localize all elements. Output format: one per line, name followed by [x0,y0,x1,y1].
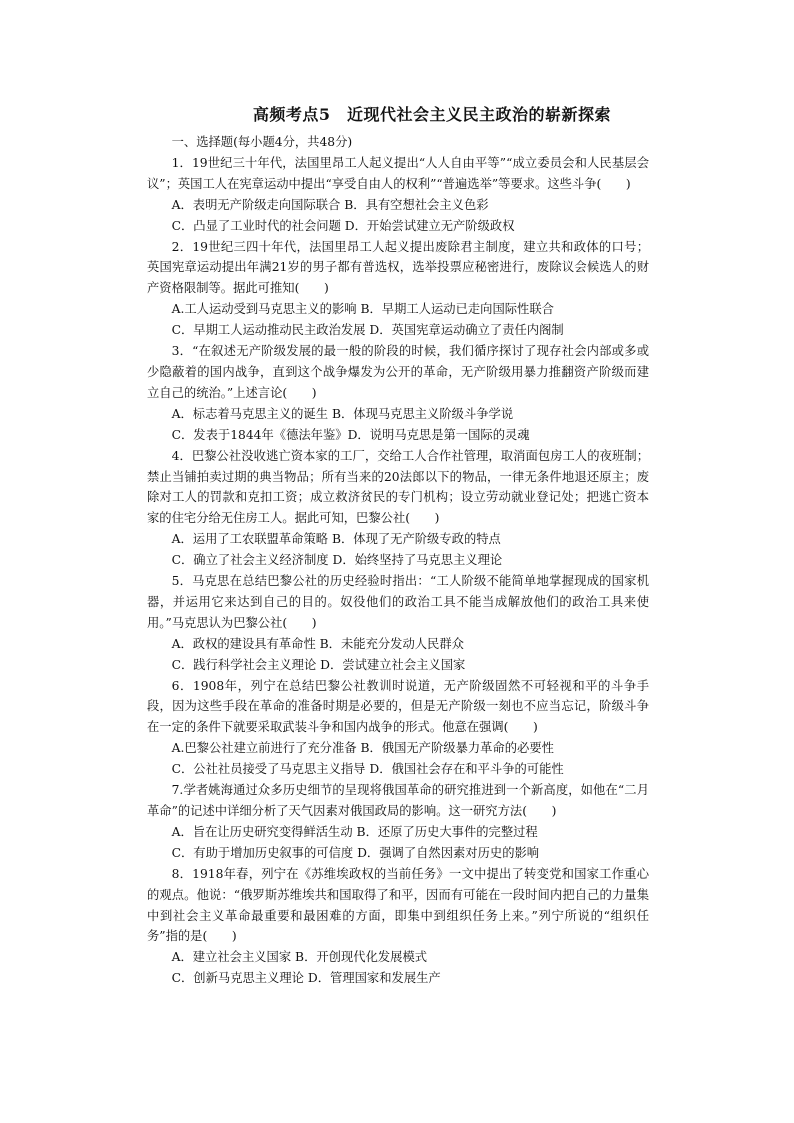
question-4 [147,446,649,571]
question-2 [147,237,649,342]
question-options-ab: A．政权的建设具有革命性 B．未能充分发动人民群众 [171,636,464,651]
question-options-cd: C．确立了社会主义经济制度 D．始终坚持了马克思主义理论 [171,553,503,568]
question-stem: 1．19世纪三十年代，法国里昂工人起义提出“人人自由平等”“成立委员会和人民基层会议”；英国工人在宪章运动中提出“享受自由人的权利”“普遍选举”等要求。这些斗争( ) [147,155,649,191]
question-stem: 2．19世纪三四十年代，法国里昂工人起义提出废除君主制度，建立共和政体的口号；英国宪章运动提出年满21岁的男子都有普选权，选举投票应秘密进行，废除议会候选人的财产资格限制等。据此可推知( ) [147,239,649,296]
question-8 [147,864,649,989]
question-options-ab: A.巴黎公社建立前进行了充分准备 B．俄国无产阶级暴力革命的必要性 [171,741,554,756]
question-options-ab: A．旨在让历史研究变得鲜活生动 B．还原了历史大事件的完整过程 [171,824,538,839]
question-3 [147,341,649,446]
question-options-ab: A．标志着马克思主义的诞生 B．体现马克思主义阶级斗争学说 [171,406,514,421]
section-heading: 一、选择题(每小题4分，共48分) [171,135,353,149]
question-options-cd: C．有助于增加历史叙事的可信度 D．强调了自然因素对历史的影响 [171,845,540,860]
question-options-cd: C．早期工人运动推动民主政治发展 D．英国宪章运动确立了责任内阁制 [171,323,564,338]
question-options-cd: C．公社社员接受了马克思主义指导 D．俄国社会存在和平斗争的可能性 [171,762,564,777]
question-stem: 7.学者姚海通过众多历史细节的呈现将俄国革命的研究推进到一个新高度，如他在“二月革命”的记述中详细分析了天气因素对俄国政局的影响。这一研究方法( ) [147,783,649,818]
question-1 [147,153,649,237]
question-options-cd: C．创新马克思主义理论 D．管理国家和发展生产 [171,971,441,986]
question-stem: 3．“在叙述无产阶级发展的最一般的阶段的时候，我们循序探讨了现存社会内部或多或少隐蔽着的国内战争，直到这个战争爆发为公开的革命，无产阶级用暴力推翻资产阶级而建立自己的统治。”上述言论( ) [147,344,649,400]
question-stem: 6．1908年，列宁在总结巴黎公社教训时说道，无产阶级固然不可轻视和平的斗争手段，因为这些手段在革命的准备时期是必要的，但是无产阶级一刻也不应当忘记，阶级斗争在一定的条件下就要采取武装斗争和国内战争的形式。他意在强调( ) [147,678,649,735]
question-6 [147,676,649,781]
question-options-cd: C．发表于1844年《德法年鉴》D．说明马克思是第一国际的灵魂 [171,427,530,442]
question-options-ab: A．运用了工农联盟革命策略 B．体现了无产阶级专政的特点 [171,532,501,547]
question-stem: 8．1918年春，列宁在《苏维埃政权的当前任务》一文中提出了转变党和国家工作重心的观点。他说：“俄罗斯苏维埃共和国取得了和平，因而有可能在一段时间内把自己的力量集中到社会主义革命最重要和最困难的方面，即集中到组织任务上来。”列宁所说的“组织任务”指的是( ) [147,866,649,944]
question-stem: 5．马克思在总结巴黎公社的历史经验时指出：“工人阶级不能简单地掌握现成的国家机器，并运用它来达到自己的目的。奴役他们的政治工具不能当成解放他们的政治工具来使用。”马克思认为巴黎公社( ) [147,574,649,630]
question-7 [147,780,649,864]
question-5 [147,571,649,676]
question-stem: 4．巴黎公社没收逃亡资本家的工厂，交给工人合作社管理，取消面包房工人的夜班制；禁止当铺拍卖过期的典当物品；所有当来的20法郎以下的物品，一律无条件地退还原主；废除对工人的罚款和克扣工资；成立救济贫民的专门机构；设立劳动就业登记处；把逃亡资本家的住宅分给无住房工人。据此可知，巴黎公社( ) [147,448,649,526]
document-title: 高频考点5 近现代社会主义民主政治的崭新探索 [252,105,612,124]
question-options-ab: A．表明无产阶级走向国际联合 B．具有空想社会主义色彩 [171,197,489,212]
question-options-cd: C．践行科学社会主义理论 D．尝试建立社会主义国家 [171,657,466,672]
question-options-cd: C．凸显了工业时代的社会问题 D．开始尝试建立无产阶级政权 [171,218,515,233]
document-page [147,104,649,989]
question-options-ab: A.工人运动受到马克思主义的影响 B．早期工人运动已走向国际性联合 [171,302,554,317]
question-options-ab: A．建立社会主义国家 B．开创现代化发展模式 [171,950,428,965]
